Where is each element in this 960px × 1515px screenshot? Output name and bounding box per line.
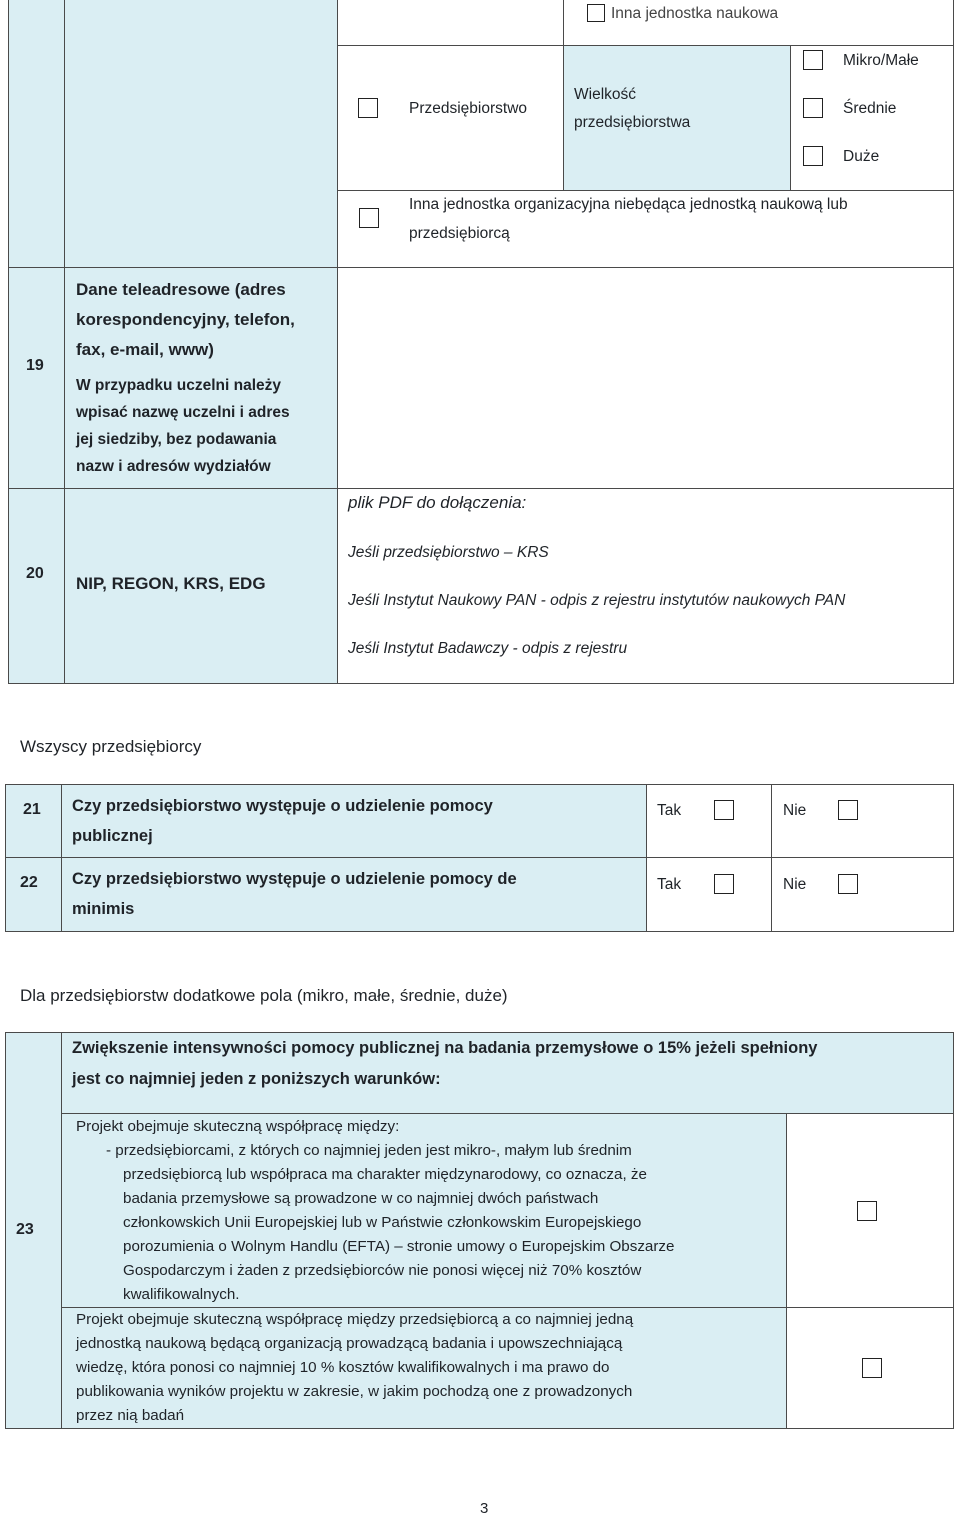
row21-question-line2: publicznej	[72, 827, 153, 845]
inna-organizacja-line1: Inna jednostka organizacyjna niebędąca jednostką naukową lub	[409, 196, 848, 213]
condition1-line7: kwalifikowalnych.	[123, 1286, 240, 1303]
row21-number: 21	[23, 801, 41, 818]
row22-question-line2: minimis	[72, 900, 135, 918]
row19-note-line1: W przypadku uczelni należy	[76, 377, 281, 394]
row21-question-line1: Czy przedsiębiorstwo występuje o udzielenie pomocy	[72, 797, 493, 815]
wielkosc-label-line2: przedsiębiorstwa	[574, 114, 691, 131]
inna-organizacja-checkbox[interactable]	[359, 208, 379, 228]
section-extra-heading: Dla przedsiębiorstw dodatkowe pola (mikro, małe, średnie, duże)	[20, 986, 508, 1005]
row23-number: 23	[16, 1221, 34, 1238]
condition1-line1: - przedsiębiorcami, z których co najmniej jeden jest mikro-, małym lub średnim	[106, 1142, 632, 1159]
condition2-line3: wiedzę, która ponosi co najmniej 10 % kosztów kwalifikowalnych i ma prawo do	[76, 1359, 610, 1376]
inna-jednostka-naukowa-checkbox[interactable]	[587, 4, 605, 22]
row18-number-cell	[8, 0, 65, 268]
row20-pdf-label: plik PDF do dołączenia:	[348, 493, 527, 512]
row22-yes-checkbox[interactable]	[714, 874, 734, 894]
condition2-checkbox[interactable]	[862, 1358, 882, 1378]
row19-title-line2: korespondencyjny, telefon,	[76, 310, 295, 329]
row22-yes-label: Tak	[657, 876, 682, 893]
inna-organizacja-line2: przedsiębiorcą	[409, 225, 510, 242]
condition2-line4: publikowania wyników projektu w zakresie, w jakim pochodzą one z prowadzonych	[76, 1383, 633, 1400]
row19-input-cell[interactable]	[337, 267, 954, 489]
row22-no-checkbox[interactable]	[838, 874, 858, 894]
row19-title-line3: fax, e-mail, www)	[76, 340, 214, 359]
size-option-mikro-male: Mikro/Małe	[843, 52, 919, 69]
row22-question-line1: Czy przedsiębiorstwo występuje o udzielenie pomocy de	[72, 870, 517, 888]
row21-no-checkbox[interactable]	[838, 800, 858, 820]
condition1-line5: porozumienia o Wolnym Handlu (EFTA) – stronie umowy o Europejskim Obszarze	[123, 1238, 675, 1255]
condition1-line3: badania przemysłowe są prowadzone w co najmniej dwóch państwach	[123, 1190, 599, 1207]
row19-number-cell	[8, 267, 65, 489]
row21-number-cell	[5, 784, 62, 858]
row19-note-line3: jej siedziby, bez podawania	[76, 431, 277, 448]
mikro-male-checkbox[interactable]	[803, 50, 823, 70]
przedsiebiorstwo-checkbox[interactable]	[358, 98, 378, 118]
inna-jednostka-naukowa-label: Inna jednostka naukowa	[611, 5, 779, 22]
row20-number: 20	[26, 565, 44, 582]
row22-no-label: Nie	[783, 876, 807, 893]
srednie-checkbox[interactable]	[803, 98, 823, 118]
condition2-line1: Projekt obejmuje skuteczną współpracę między przedsiębiorcą a co najmniej jedną	[76, 1311, 634, 1328]
wielkosc-label-line1: Wielkość	[574, 86, 637, 103]
row19-note-line2: wpisać nazwę uczelni i adres	[76, 404, 290, 421]
row20-pan-line: Jeśli Instytut Naukowy PAN - odpis z rejestru instytutów naukowych PAN	[348, 592, 846, 609]
page-number: 3	[480, 1500, 489, 1515]
row20-number-cell	[8, 488, 65, 684]
row20-badawczy-line: Jeśli Instytut Badawczy - odpis z rejestru	[348, 640, 628, 657]
section-all-heading: Wszyscy przedsiębiorcy	[20, 737, 202, 756]
condition1-line4: członkowskich Unii Europejskiej lub w Państwie członkowskim Europejskiego	[123, 1214, 642, 1231]
row22-number-cell	[5, 857, 62, 932]
row23-title-line2: jest co najmniej jeden z poniższych warunków:	[72, 1070, 441, 1088]
row20-krs-line: Jeśli przedsiębiorstwo – KRS	[348, 544, 549, 561]
duze-checkbox[interactable]	[803, 146, 823, 166]
size-option-duze: Duże	[843, 148, 880, 165]
condition1-line6: Gospodarczym i żaden z przedsiębiorców nie ponosi więcej niż 70% kosztów	[123, 1262, 642, 1279]
row21-yes-label: Tak	[657, 802, 682, 819]
row23-title-line1: Zwiększenie intensywności pomocy publicznej na badania przemysłowe o 15% jeżeli spełniony	[72, 1039, 818, 1057]
row19-title-line1: Dane teleadresowe (adres	[76, 280, 286, 299]
condition2-line2: jednostką naukową będącą organizacją prowadzącą badania i upowszechniającą	[76, 1335, 623, 1352]
row20-label: NIP, REGON, KRS, EDG	[76, 574, 266, 593]
condition1-line2: przedsiębiorcą lub współpraca ma charakter międzynarodowy, co oznacza, że	[123, 1166, 647, 1183]
row21-no-label: Nie	[783, 802, 807, 819]
size-option-srednie: Średnie	[843, 100, 897, 117]
row21-yes-checkbox[interactable]	[714, 800, 734, 820]
condition1-intro: Projekt obejmuje skuteczną współpracę między:	[76, 1118, 400, 1135]
przedsiebiorstwo-label: Przedsiębiorstwo	[409, 100, 528, 117]
row19-note-line4: nazw i adresów wydziałów	[76, 458, 271, 475]
row22-number: 22	[20, 874, 38, 891]
condition2-line5: przez nią badań	[76, 1407, 185, 1424]
condition1-checkbox[interactable]	[857, 1201, 877, 1221]
row18-label-cell	[64, 0, 338, 268]
row19-number: 19	[26, 357, 44, 374]
